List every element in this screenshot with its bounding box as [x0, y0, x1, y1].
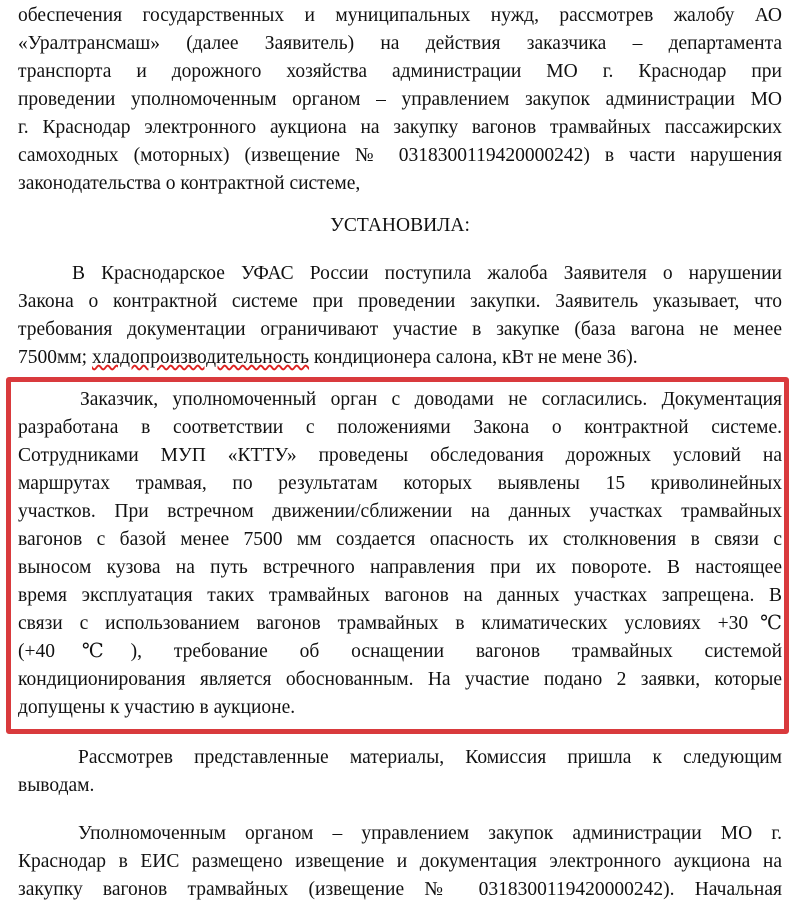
- text-line: допущены к участию в аукционе.: [18, 697, 296, 718]
- text-line: разработана в соответствии с положениями Закона о контрактной системе.: [18, 417, 782, 438]
- text-line: Краснодар в ЕИС размещено извещение и документация электронного аукциона на: [18, 851, 782, 872]
- text-span: 7500мм;: [18, 347, 92, 368]
- text-line: выводам.: [18, 775, 95, 796]
- text-line: связи с использованием вагонов трамвайных в климатических условиях +30℃: [18, 613, 782, 634]
- section-heading: УСТАНОВИЛА:: [330, 215, 470, 236]
- text-line: маршрутах трамвая, по результатам которых выявлены 15 криволинейных: [18, 473, 782, 494]
- spellcheck-word: хладопроизводительность: [91, 347, 310, 368]
- text-line: Уполномоченным органом – управлением закупок администрации МО г.: [78, 823, 782, 844]
- text-line: В Краснодарское УФАС России поступила жалоба Заявителя о нарушении: [72, 263, 782, 284]
- text-line: Рассмотрев представленные материалы, Комиссия пришла к следующим: [78, 747, 782, 768]
- text-span: кондиционера салона, кВт не мене 36).: [309, 347, 638, 368]
- text-line: вагонов с базой менее 7500 мм создается опасность их столкновения в связи с: [18, 529, 782, 550]
- text-line: самоходных (моторных) (извещение № 0318300119420000242) в части нарушения: [18, 145, 782, 166]
- text-line: (+40℃), требование об оснащении вагонов трамвайных системой: [18, 641, 782, 662]
- text-line: проведении уполномоченным органом – управлением закупок администрации МО: [18, 89, 782, 110]
- text-line: «Уралтрансмаш» (далее Заявитель) на действия заказчика – департамента: [18, 33, 782, 54]
- text-line: Заказчик, уполномоченный орган с доводами не согласились. Документация: [80, 389, 782, 410]
- text-line: участков. При встречном движении/сближении на данных участках трамвайных: [18, 501, 782, 522]
- text-line: Сотрудниками МУП «КТТУ» проведены обследования дорожных условий на: [18, 445, 782, 466]
- text-line: Закона о контрактной системе при проведении закупки. Заявитель указывает, что: [18, 291, 782, 312]
- text-line: кондиционирования является обоснованным. На участие подано 2 заявки, которые: [18, 669, 782, 690]
- text-line: законодательства о контрактной системе,: [18, 173, 361, 194]
- text-line: транспорта и дорожного хозяйства администрации МО г. Краснодар при: [18, 61, 782, 82]
- text-line: [18, 344, 782, 372]
- text-line: требования документации ограничивают участие в закупке (база вагона не менее: [18, 319, 782, 340]
- text-line: время эксплуатация таких трамвайных вагонов на данных участках запрещена. В: [18, 585, 782, 606]
- text-line: выносом кузова на путь встречного направления при их повороте. В настоящее: [18, 557, 782, 578]
- text-line: обеспечения государственных и муниципальных нужд, рассмотрев жалобу АО: [18, 5, 782, 26]
- text-line: закупку вагонов трамвайных (извещение № 0318300119420000242). Начальная: [18, 879, 782, 900]
- text-line: г. Краснодар электронного аукциона на закупку вагонов трамвайных пассажирских: [18, 117, 782, 138]
